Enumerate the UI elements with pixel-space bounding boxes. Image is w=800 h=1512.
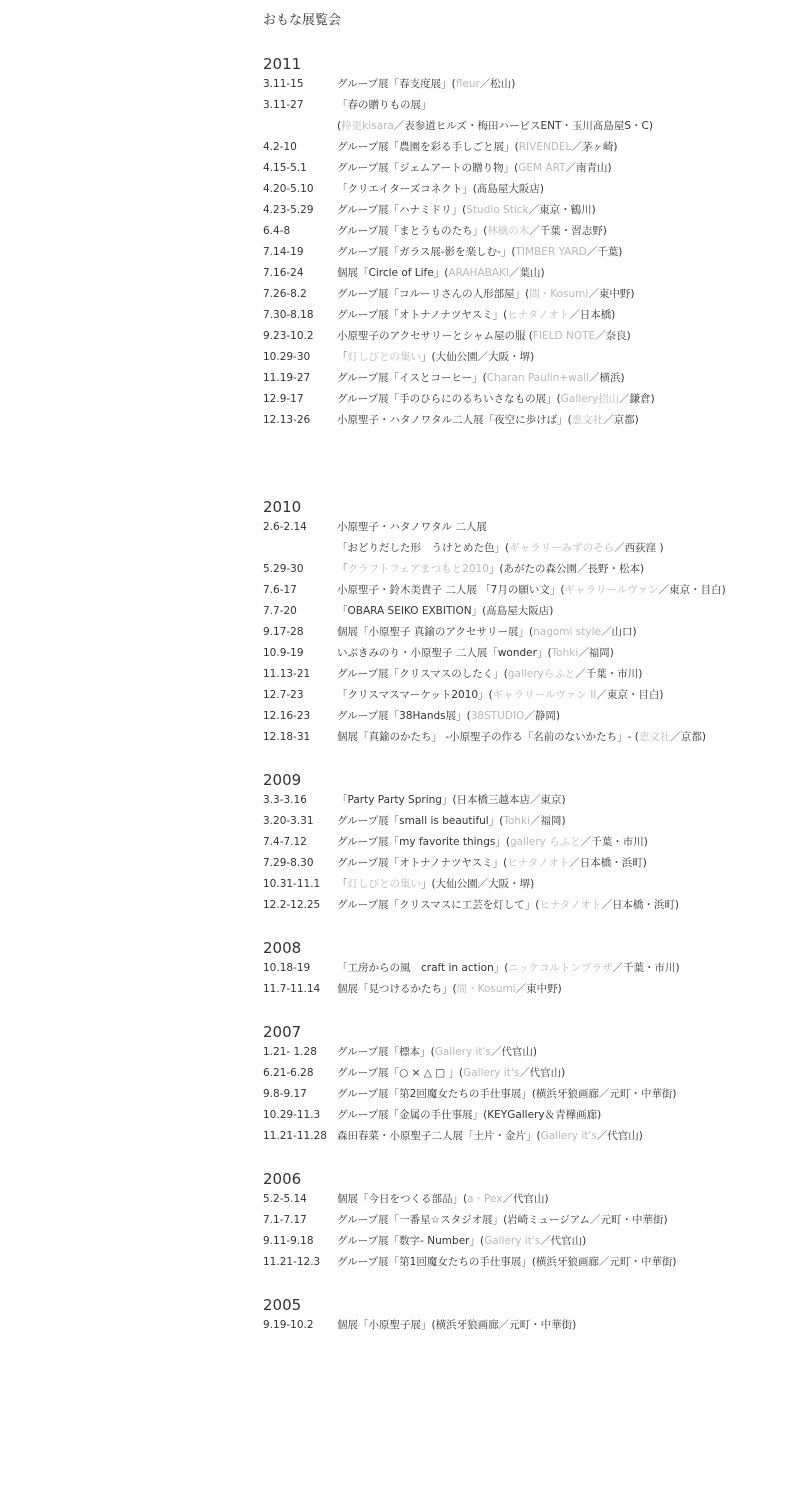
year-section-2009 xyxy=(263,770,800,916)
exhibition-entry xyxy=(263,853,800,874)
exhibition-description xyxy=(337,1084,677,1105)
exhibition-description xyxy=(337,517,487,538)
exhibition-description xyxy=(337,580,726,601)
exhibition-date: 7.30-8.18 xyxy=(263,309,314,321)
exhibition-entry xyxy=(263,179,800,200)
description-text: グループ展「第1回魔女たちの手仕事展」(横浜牙狼画廊／元町・中華街) xyxy=(337,1256,677,1268)
description-text: グループ展「38Hands展」( xyxy=(337,710,471,722)
exhibition-entry xyxy=(263,95,800,116)
description-text: ／福岡) xyxy=(578,647,614,659)
description-text: 「クリエイターズコネクト」(髙島屋大阪店) xyxy=(337,183,544,195)
venue-link[interactable]: ギャラリールヴァン xyxy=(564,584,659,596)
description-text: グループ展「オトナノナツヤスミ」( xyxy=(337,857,508,869)
description-text: 小原聖子・ハタノワタル 二人展 xyxy=(337,521,487,533)
venue-link[interactable]: Gallery招山 xyxy=(560,393,620,405)
venue-link[interactable]: ギャラリーみずのそら xyxy=(509,542,615,554)
year-heading: 2005 xyxy=(263,1296,302,1314)
exhibition-entry xyxy=(263,305,800,326)
exhibition-description xyxy=(337,179,544,200)
exhibition-date: 11.21-12.3 xyxy=(263,1256,321,1268)
exhibition-entry xyxy=(263,895,800,916)
description-text: ／横浜) xyxy=(589,372,625,384)
description-text: ／日本橋・浜町) xyxy=(601,899,680,911)
description-text: 小原聖子・鈴木美貴子 二人展 「7月の願い文」( xyxy=(337,584,565,596)
year-section-2010 xyxy=(263,497,800,748)
description-text: 「おどりだした形 うけとめた色」( xyxy=(337,542,510,554)
year-section-2008 xyxy=(263,938,800,1000)
venue-link[interactable]: FIELD NOTE xyxy=(532,330,596,342)
description-text: 「 xyxy=(337,878,348,890)
venue-link[interactable]: クラフトフェアまつもと2010 xyxy=(347,563,489,575)
description-text: ／静岡) xyxy=(524,710,560,722)
description-text: ／東京・鶴川) xyxy=(528,204,596,216)
exhibition-description xyxy=(337,1063,565,1084)
exhibition-entry xyxy=(263,601,800,622)
exhibition-description xyxy=(337,410,639,431)
exhibition-date: 11.21-11.28 xyxy=(263,1130,327,1142)
venue-link[interactable]: Charan Paulin+wall xyxy=(486,372,589,384)
year-heading: 2006 xyxy=(263,1170,302,1188)
entry-list xyxy=(263,517,800,748)
exhibition-entry xyxy=(263,811,800,832)
exhibition-entry xyxy=(263,832,800,853)
description-text: グループ展「コルーリさんの人形部屋」( xyxy=(337,288,530,300)
exhibition-entry xyxy=(263,389,800,410)
exhibition-date: 7.29-8.30 xyxy=(263,857,314,869)
year-section-2005 xyxy=(263,1295,800,1336)
description-text: グループ展「my favorite things」( xyxy=(337,836,510,848)
exhibition-entry xyxy=(263,643,800,664)
exhibition-entry xyxy=(263,158,800,179)
exhibition-description xyxy=(337,1315,576,1336)
exhibition-entry xyxy=(263,790,800,811)
exhibition-date: 12.7-23 xyxy=(263,689,304,701)
exhibition-date: 6.21-6.28 xyxy=(263,1067,314,1079)
exhibition-description xyxy=(337,389,655,410)
exhibition-entry xyxy=(263,1315,800,1336)
exhibition-description xyxy=(337,895,679,916)
exhibition-date: 2.6-2.14 xyxy=(263,521,307,533)
exhibition-date: 7.16-24 xyxy=(263,267,304,279)
description-text: ／鎌倉) xyxy=(619,393,655,405)
description-text: グループ展「一番星☆スタジオ展」(岩崎ミュージアム／元町・中華街) xyxy=(337,1214,668,1226)
description-text: ／代官山) xyxy=(540,1235,587,1247)
exhibition-date: 3.3-3.16 xyxy=(263,794,307,806)
exhibition-entry xyxy=(263,538,800,559)
exhibition-entry xyxy=(263,706,800,727)
description-text: 個展「見つけるかたち」( xyxy=(337,983,457,995)
exhibition-date: 7.6-17 xyxy=(263,584,297,596)
exhibition-date: 9.17-28 xyxy=(263,626,304,638)
entry-list xyxy=(263,1315,800,1336)
entry-list xyxy=(263,790,800,916)
venue-link[interactable]: Gallery it's xyxy=(463,1067,520,1079)
exhibition-entry xyxy=(263,979,800,1000)
year-section-2006 xyxy=(263,1169,800,1273)
description-text: グループ展「ガラス展-影を楽しむ-」( xyxy=(337,246,516,258)
exhibition-entry xyxy=(263,116,800,137)
venue-link[interactable]: a・Pex xyxy=(467,1193,503,1205)
description-text: ／日本橋・浜町) xyxy=(569,857,647,869)
exhibition-date: 4.20-5.10 xyxy=(263,183,314,195)
description-text: ／松山) xyxy=(479,78,516,90)
exhibition-description xyxy=(337,1105,601,1126)
exhibition-description xyxy=(337,284,634,305)
exhibition-date: 3.20-3.31 xyxy=(263,815,314,827)
exhibition-date: 10.29-11.3 xyxy=(263,1109,321,1121)
exhibition-entry xyxy=(263,284,800,305)
exhibition-date: 7.4-7.12 xyxy=(263,836,307,848)
description-text: ／葉山) xyxy=(509,267,545,279)
exhibition-date: 7.1-7.17 xyxy=(263,1214,307,1226)
exhibition-description xyxy=(337,538,664,559)
description-text: ／代官山) xyxy=(596,1130,643,1142)
exhibition-entry xyxy=(263,410,800,431)
description-text: グループ展「ジェムアートの贈り物」( xyxy=(337,162,519,174)
description-text: ／表参道ヒルズ・梅田ハービスENT・玉川髙島屋S・C) xyxy=(393,120,653,132)
description-text: グループ展「small is beautiful」( xyxy=(337,815,504,827)
description-text: グループ展「春支度展」( xyxy=(337,78,456,90)
venue-link[interactable]: fleur xyxy=(455,78,480,90)
venue-link[interactable]: 間・Kosumi xyxy=(456,983,516,995)
year-heading: 2007 xyxy=(263,1023,302,1041)
description-text: グループ展「数字- Number」( xyxy=(337,1235,485,1247)
exhibition-description xyxy=(337,95,432,116)
description-text: ／京都) xyxy=(670,731,706,743)
exhibition-description xyxy=(337,559,644,580)
exhibition-date: 10.29-30 xyxy=(263,351,311,363)
exhibition-entry xyxy=(263,1210,800,1231)
description-text: ／代官山) xyxy=(519,1067,566,1079)
exhibition-description xyxy=(337,706,560,727)
venue-link[interactable]: RIVENDEL xyxy=(518,141,572,153)
description-text: 個展「今日をつくる部品」( xyxy=(337,1193,468,1205)
exhibition-entry xyxy=(263,958,800,979)
description-text: グループ展「金属の手仕事展」(KEYGallery＆青樺画廊) xyxy=(337,1109,602,1121)
exhibition-description xyxy=(337,1189,549,1210)
description-text: ／京都) xyxy=(603,414,639,426)
exhibition-description xyxy=(337,685,664,706)
entry-list xyxy=(263,1042,800,1147)
exhibition-entry xyxy=(263,347,800,368)
exhibition-date: 4.2-10 xyxy=(263,141,297,153)
exhibition-entry xyxy=(263,1063,800,1084)
venue-link[interactable]: ニッケコルトンプラザ xyxy=(508,962,613,974)
description-text: 個展「小原聖子 真鍮のアクセサリー展」( xyxy=(337,626,534,638)
exhibition-description xyxy=(337,137,618,158)
exhibition-description xyxy=(337,811,566,832)
exhibition-entry xyxy=(263,685,800,706)
exhibition-entry xyxy=(263,1084,800,1105)
exhibition-date: 5.2-5.14 xyxy=(263,1193,307,1205)
description-text: 個展「Circle of Life」( xyxy=(337,267,449,279)
year-heading: 2008 xyxy=(263,939,302,957)
year-heading: 2011 xyxy=(263,55,302,73)
exhibition-date: 7.14-19 xyxy=(263,246,304,258)
entry-list xyxy=(263,1189,800,1273)
exhibition-description xyxy=(337,305,615,326)
description-text: ／千葉・市川) xyxy=(575,668,643,680)
exhibition-entry xyxy=(263,580,800,601)
description-text: ／千葉・市川) xyxy=(580,836,648,848)
exhibition-date: 9.8-9.17 xyxy=(263,1088,307,1100)
exhibition-description xyxy=(337,74,515,95)
exhibition-description xyxy=(337,1210,668,1231)
venue-link[interactable]: galleryらふと xyxy=(507,668,576,680)
exhibition-description xyxy=(337,832,648,853)
exhibition-date: 3.11-27 xyxy=(263,99,304,111)
exhibition-entry xyxy=(263,137,800,158)
exhibition-description xyxy=(337,1231,586,1252)
description-text: グループ展「農園を彩る手しごと展」( xyxy=(337,141,519,153)
exhibition-date: 12.16-23 xyxy=(263,710,311,722)
venue-link[interactable]: 間・Kosumi xyxy=(529,288,589,300)
exhibition-description xyxy=(337,643,614,664)
description-text: ／山口) xyxy=(600,626,637,638)
exhibition-date: 11.13-21 xyxy=(263,668,311,680)
venue-link[interactable]: Gallery it's xyxy=(434,1046,491,1058)
exhibition-date: 12.13-26 xyxy=(263,414,311,426)
exhibition-date: 10.9-19 xyxy=(263,647,304,659)
exhibition-date: 9.19-10.2 xyxy=(263,1319,314,1331)
description-text: ／千葉・市川) xyxy=(612,962,680,974)
description-text: 「クリスマスマーケット2010」( xyxy=(337,689,493,701)
venue-link[interactable]: ARAHABAKI xyxy=(448,267,509,279)
exhibition-entry xyxy=(263,263,800,284)
exhibition-description xyxy=(337,347,534,368)
exhibition-entry xyxy=(263,1105,800,1126)
description-text: 「春の贈りもの展」 xyxy=(337,99,432,111)
description-text: グループ展「クリスマスに工芸を灯して」( xyxy=(337,899,540,911)
page-title: おもな展覧会 xyxy=(263,13,342,28)
description-text: ／千葉・習志野) xyxy=(529,225,607,237)
exhibition-date: 5.29-30 xyxy=(263,563,304,575)
exhibition-description xyxy=(337,790,566,811)
exhibition-date: 3.11-15 xyxy=(263,78,304,90)
venue-link[interactable]: gallery らふと xyxy=(509,836,581,848)
description-text: 」(大仙公園／大阪・堺) xyxy=(421,878,535,890)
exhibition-entry xyxy=(263,221,800,242)
venue-link[interactable]: GEM ART xyxy=(518,162,566,174)
exhibition-entry xyxy=(263,727,800,748)
venue-link[interactable]: 灯しびとの集い xyxy=(347,351,421,363)
description-text: ( xyxy=(337,120,342,132)
exhibition-date: 12.2-12.25 xyxy=(263,899,321,911)
exhibition-description xyxy=(337,727,706,748)
exhibition-date: 11.19-27 xyxy=(263,372,311,384)
exhibition-description xyxy=(337,1126,643,1147)
venue-link[interactable]: 林檎の木 xyxy=(487,225,530,237)
exhibition-description xyxy=(337,601,553,622)
venue-link[interactable]: ヒナタノオト xyxy=(539,899,602,911)
description-text: ／西荻窪 ) xyxy=(614,542,664,554)
year-heading: 2010 xyxy=(263,498,302,516)
description-text: 森田春菜・小原聖子二人展「土片・金片」( xyxy=(337,1130,541,1142)
description-text: ／東京・目白) xyxy=(596,689,664,701)
venue-link[interactable]: 恵文社 xyxy=(638,731,671,743)
exhibition-date: 4.15-5.1 xyxy=(263,162,307,174)
exhibition-entry xyxy=(263,1189,800,1210)
exhibition-description xyxy=(337,326,631,347)
description-text: 個展「真鍮のかたち」 -小原聖子の作る「名前のないかたち」- ( xyxy=(337,731,639,743)
description-text: ／千葉) xyxy=(586,246,623,258)
exhibition-date: 9.11-9.18 xyxy=(263,1235,314,1247)
entry-list xyxy=(263,958,800,1000)
exhibition-entry xyxy=(263,874,800,895)
description-text: ／茅ヶ崎) xyxy=(571,141,618,153)
exhibition-description xyxy=(337,874,534,895)
venue-link[interactable]: Gallery it's xyxy=(540,1130,597,1142)
description-text: 「工房からの風 craft in action」( xyxy=(337,962,509,974)
description-text: 小原聖子・ハタノワタル二人展「夜空に歩けば」( xyxy=(337,414,572,426)
description-text: 「Party Party Spring」(日本橋三越本店／東京) xyxy=(337,794,566,806)
description-text: ／代官山) xyxy=(502,1193,549,1205)
venue-link[interactable]: 灯しびとの集い xyxy=(347,878,421,890)
exhibition-entry xyxy=(263,559,800,580)
venue-link[interactable]: Tohki xyxy=(503,815,531,827)
exhibition-description xyxy=(337,368,625,389)
exhibition-entry xyxy=(263,517,800,538)
exhibition-entry xyxy=(263,1231,800,1252)
venue-link[interactable]: Studio Stick xyxy=(466,204,529,216)
description-text: ／奈良) xyxy=(595,330,631,342)
description-text: ／代官山) xyxy=(490,1046,537,1058)
year-heading: 2009 xyxy=(263,771,302,789)
exhibition-description xyxy=(337,958,680,979)
year-section-2011 xyxy=(263,54,800,431)
exhibition-date: 6.4-8 xyxy=(263,225,291,237)
exhibition-description xyxy=(337,221,607,242)
exhibition-date: 4.23-5.29 xyxy=(263,204,314,216)
exhibition-entry xyxy=(263,368,800,389)
exhibition-description xyxy=(337,1042,537,1063)
description-text: いぶきみのり・小原聖子 二人展「wonder」( xyxy=(337,647,552,659)
description-text: グループ展「オトナノナツヤスミ」( xyxy=(337,309,508,321)
venue-link[interactable]: ギャラリールヴァン II xyxy=(492,689,597,701)
description-text: 」(あがたの森公園／長野・松本) xyxy=(488,563,645,575)
exhibition-description xyxy=(337,622,637,643)
description-text: グループ展「ハナミドリ」( xyxy=(337,204,467,216)
description-text: グループ展「クリスマスのしたく」( xyxy=(337,668,508,680)
venue-link[interactable]: ヒナタノオト xyxy=(507,309,570,321)
exhibition-entry xyxy=(263,622,800,643)
exhibition-description xyxy=(337,263,545,284)
venue-link[interactable]: 38STUDIO xyxy=(470,710,525,722)
description-text: 「 xyxy=(337,563,348,575)
venue-link[interactable]: Gallery it's xyxy=(484,1235,541,1247)
exhibition-date: 10.18-19 xyxy=(263,962,311,974)
venue-link[interactable]: 恵文社 xyxy=(571,414,604,426)
venue-link[interactable]: nagomi style xyxy=(533,626,601,638)
description-text: ／東中野) xyxy=(515,983,562,995)
exhibition-entry xyxy=(263,74,800,95)
exhibition-description xyxy=(337,979,562,1000)
exhibition-description xyxy=(337,664,642,685)
description-text: グループ展「まとうものたち」( xyxy=(337,225,488,237)
description-text: ／東中野) xyxy=(588,288,635,300)
exhibition-date: 9.23-10.2 xyxy=(263,330,314,342)
exhibition-entry xyxy=(263,242,800,263)
description-text: 「OBARA SEIKO EXBITION」(髙島屋大阪店) xyxy=(337,605,554,617)
description-text: 小原聖子のアクセサリーとシャム屋の服 ( xyxy=(337,330,533,342)
description-text: ／日本橋) xyxy=(569,309,616,321)
description-text: グループ展「○ × △ □ 」( xyxy=(337,1067,464,1079)
exhibition-entry xyxy=(263,1252,800,1273)
description-text: ／南青山) xyxy=(565,162,612,174)
exhibition-entry xyxy=(263,1042,800,1063)
exhibition-date: 7.26-8.2 xyxy=(263,288,307,300)
description-text: グループ展「手のひらにのるちいさなもの展」( xyxy=(337,393,561,405)
year-section-2007 xyxy=(263,1022,800,1147)
entry-list xyxy=(263,74,800,431)
exhibition-description xyxy=(337,200,596,221)
exhibition-date: 12.9-17 xyxy=(263,393,304,405)
exhibition-description xyxy=(337,1252,677,1273)
description-text: グループ展「第2回魔女たちの手仕事展」(横浜牙狼画廊／元町・中華街) xyxy=(337,1088,677,1100)
description-text: 個展「小原聖子展」(横浜牙狼画廊／元町・中華街) xyxy=(337,1319,577,1331)
description-text: グループ展「標本」( xyxy=(337,1046,435,1058)
exhibition-date: 12.18-31 xyxy=(263,731,311,743)
exhibition-entry xyxy=(263,1126,800,1147)
exhibition-entry xyxy=(263,200,800,221)
exhibition-description xyxy=(337,242,622,263)
exhibition-date: 11.7-11.14 xyxy=(263,983,321,995)
venue-link[interactable]: 粋更kisara xyxy=(341,120,394,132)
exhibition-date: 10.31-11.1 xyxy=(263,878,321,890)
venue-link[interactable]: TIMBER YARD xyxy=(515,246,587,258)
exhibition-entry xyxy=(263,326,800,347)
exhibition-description xyxy=(337,853,647,874)
exhibition-date: 1.21- 1.28 xyxy=(263,1046,317,1058)
description-text: グループ展「イスとコーヒー」( xyxy=(337,372,487,384)
description-text: 「 xyxy=(337,351,348,363)
description-text: 」(大仙公園／大阪・堺) xyxy=(421,351,535,363)
venue-link[interactable]: Tohki xyxy=(551,647,579,659)
exhibition-date: 7.7-20 xyxy=(263,605,297,617)
exhibition-entry xyxy=(263,664,800,685)
description-text: ／福岡) xyxy=(530,815,566,827)
exhibition-description xyxy=(337,116,653,137)
exhibition-description xyxy=(337,158,612,179)
description-text: ／東京・目白) xyxy=(658,584,726,596)
venue-link[interactable]: ヒナタノオト xyxy=(507,857,570,869)
